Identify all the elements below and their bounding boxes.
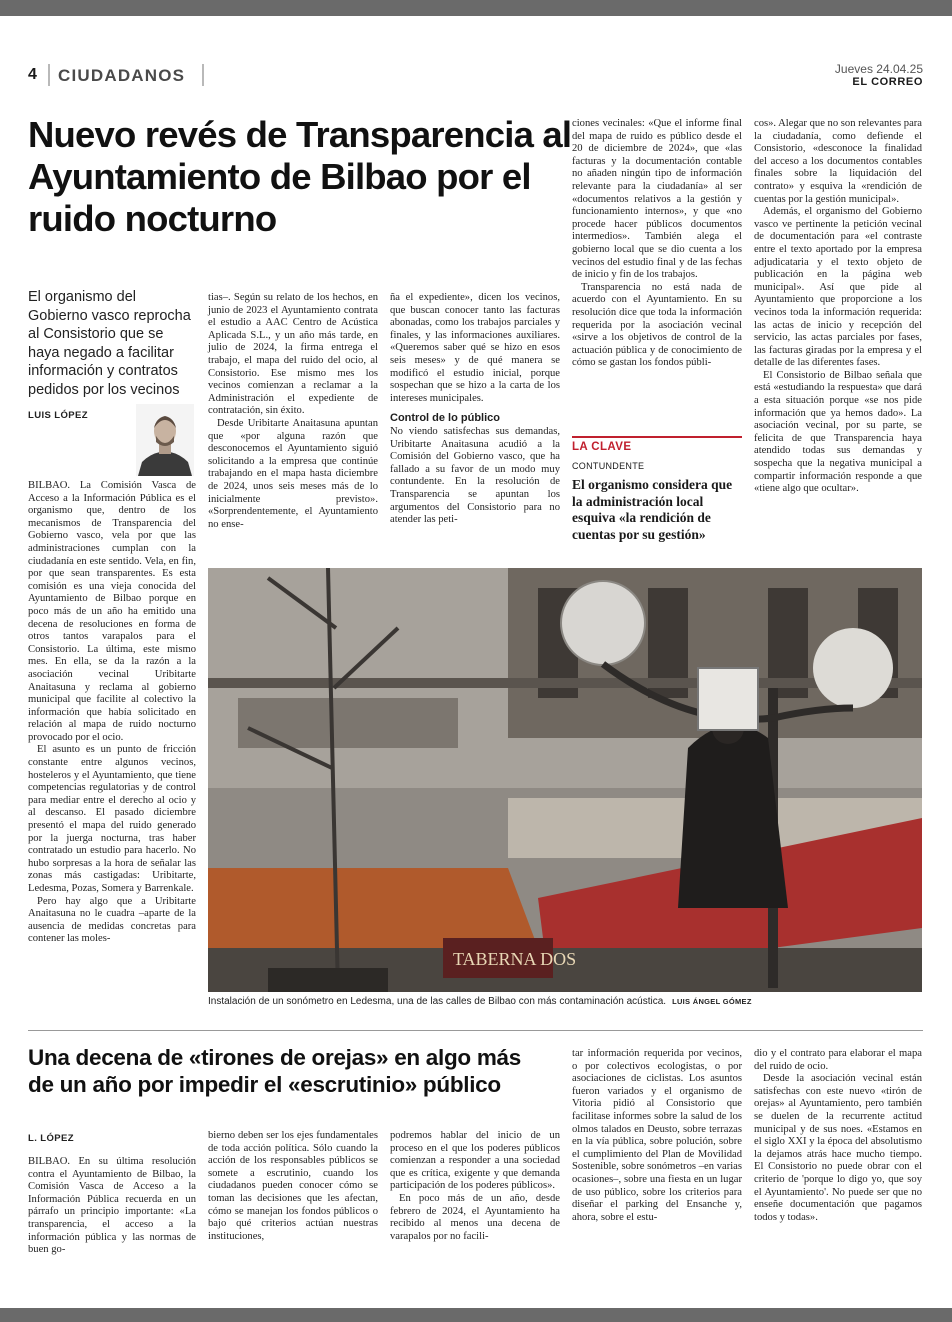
paragraph: No viendo satisfechas sus demandas, Uribitarte Anaitasuna acudió a la Comisión del Gobierno vasco, que ha fallado a su favor de un modo muy contundente. En la resolución de Transparencia se apuntan los argumentos del Consistorio para no atender las peti- (390, 425, 560, 526)
key-point-box (572, 436, 742, 543)
paragraph: podremos hablar del inicio de un proceso en el que los poderes públicos comienzan a responder a una sociedad que es crítica, exigente y que demanda participación de los poderes públicos». (390, 1130, 560, 1192)
article2-column-5 (754, 1048, 922, 1224)
newspaper-name: EL CORREO (852, 76, 923, 88)
section-name: CIUDADANOS (58, 66, 186, 85)
page-header (28, 62, 923, 92)
paragraph: cos». Alegar que no son relevantes para la ciudadanía, como defiende el Consistorio, «desconoce la finalidad del acceso a los documentos contables finales sobre la liquidación del contrato» y esquiva la «rendición de cuentas por la gestión municipal». (754, 118, 922, 205)
article2-column-4 (572, 1048, 742, 1224)
caption-text: Instalación de un sonómetro en Ledesma, una de las calles de Bilbao con más contaminación acústica. (208, 996, 667, 1007)
article-column-3 (390, 292, 560, 527)
paragraph: Pero hay algo que a Uribitarte Anaitasuna no le cuadra –aparte de la ausencia de medidas concretas para contener las moles- (28, 895, 196, 945)
news-photo (208, 568, 922, 992)
article-column-1 (28, 480, 196, 946)
key-point-label: LA CLAVE (572, 441, 632, 453)
article-column-4 (572, 118, 742, 370)
paragraph: ciones vecinales: «Que el informe final del mapa de ruido es público desde el 20 de diciembre de 2024», que «las facturas y la documentación contable no añaden ningún tipo de información relevante para la ciudadanía» al ser «documentos relativos a la gestión y funcionamiento internos», y que «no procede hacer públicos documentos intermedios». También alega el gobierno local que se dio cuenta a los vecinos del estudio final y de las fechas de inicio y fin de los trabajos. (572, 118, 742, 281)
paragraph: Desde Uribitarte Anaitasuna apuntan que «por alguna razón que desconocemos el Ayuntamiento siguió solicitando a la empresa que continúe trabajando en el mapa hasta diciembre de 2024, unos seis meses más de lo inicialmente previsto». «Sorprendentemente, el Ayuntamiento no ense- (208, 417, 378, 530)
article2-column-1 (28, 1156, 196, 1257)
bottom-border (0, 1308, 952, 1322)
paragraph: En poco más de un año, desde febrero de 2024, el Ayuntamiento ha recibido al menos una decena de varapalos por no facili- (390, 1192, 560, 1242)
paragraph: bierno deben ser los ejes fundamentales de toda acción política. Sólo cuando la acción de los responsables públicos se somete a escrutinio, cuando los ciudadanos pueden conocer cómo se toman las decisiones que les afectan, cómo se manejan los fondos públicos o bajo qué criterios actúan nuestras instituciones, (208, 1130, 378, 1242)
byline: L. LÓPEZ (28, 1133, 74, 1144)
section-rule (28, 1030, 923, 1031)
paragraph: Además, el organismo del Gobierno vasco ve pertinente la petición vecinal de documentación para «el contraste entre el texto aportado por la empresa adjudicataria y el texto objeto de publicación en la página web municipal». Así que pide al Ayuntamiento que proporcione a los vecinos toda la información requerida: las actas de inicio y recepción del servicio, las actas parciales por fases, las facturas giradas por la empresa y el detalle de las diferentes fases. (754, 206, 922, 369)
paragraph: El Consistorio de Bilbao señala que está «estudiando la respuesta» que dará a esta situación porque «se nos pide información que ya hemos dado». La asociación vecinal, por su parte, se felicita de que Transparencia haya atendido todas sus demandas y sospecha que la negativa municipal a compartir información responde a que «tiene algo que ocultar». (754, 369, 922, 495)
paragraph: El asunto es un punto de fricción constante entre algunos vecinos, hosteleros y el Ayuntamiento, que tiene competencias regulatorias y de control para mediar entre el derecho al ocio y al descanso. El pasado diciembre presentó el mapa del ruido generado por la juerga nocturna, tras haber contratado un estudio para hacerlo. No hubo sorpresas a la hora de señalar las zonas más castigadas: Uribitarte, Ledesma, Pozas, Somera y Barrenkale. (28, 744, 196, 894)
paragraph: BILBAO. La Comisión Vasca de Acceso a la Información Pública es el organismo que, dentro de los mecanismos de Transparencia del Gobierno vasco, vela por que las administraciones cumplan con la ciudadanía en este sentido. Vela, en fin, por que sean transparentes. Es esta comisión es una vieja conocida del Ayuntamiento de Bilbao porque en poco más de un año ha emitido una decena de resoluciones en forma de otros tantos varapalos para el Consistorio. La última, este mismo mes. En ella, se da la razón a la asociación vecinal Uribitarte Anaitasuna y reclama al gobierno municipal que facilite al colectivo la información que había solicitado en relación al mapa de ruido nocturno provocado por el ocio. (28, 480, 196, 743)
paragraph: BILBAO. En su última resolución contra el Ayuntamiento de Bilbao, la Comisión Vasca de Acceso a la Información Pública recuerda en un párrafo un principio importante: «La transparencia, el acceso a la información pública y las normas de buen go- (28, 1156, 196, 1256)
paragraph: dio y el contrato para elaborar el mapa del ruido de ocio. (754, 1048, 922, 1072)
byline: LUIS LÓPEZ (28, 410, 88, 421)
awning-sign: TABERNA DOS (453, 949, 577, 969)
paragraph: tias–. Según su relato de los hechos, en junio de 2023 el Ayuntamiento contrata el estudio a AAC Centro de Acústica Aplicada S.L., y un año más tarde, en julio de 2024, la firma entrega el trabajo, el mapa del ruido del ocio, al Consistorio. Ese mismo mes los vecinos comienzan a reclamar a la Administración el expediente de contratación, sin éxito. (208, 292, 378, 417)
article-column-5 (754, 118, 922, 496)
subheading: Control de lo público (390, 412, 500, 425)
section-divider (48, 64, 50, 86)
article-column-2 (208, 292, 378, 531)
paragraph: tar información requerida por vecinos, o por colectivos ecologistas, o por asociaciones de ciclistas. Los asuntos fueron variados y el organismo de Vitoria pidió al Consistorio que facilitase informes sobre la salud de los olmos talados en Deusto, sobre terrazas en la vía pública, sobre polución, sobre el cumplimiento del Plan de Movilidad Sostenible, sobre sonómetros –en varias ocasiones–, sobre una fiesta en un lugar de uso público, sobre los criterios para diseñar el parking del Ensanche y, ahora, sobre el estu- (572, 1048, 742, 1223)
photo-credit: LUIS ÁNGEL GÓMEZ (672, 997, 752, 1006)
key-point-text: El organismo considera que la administración local esquiva «la rendición de cuentas por su gestión» (572, 477, 733, 542)
key-point-rule (572, 436, 742, 438)
article2-column-2 (208, 1130, 378, 1243)
issue-date: Jueves 24.04.25 (834, 62, 923, 76)
section-divider (202, 64, 204, 86)
page-number: 4 (28, 66, 37, 83)
key-point-kicker: CONTUNDENTE (572, 461, 645, 471)
photo-caption (208, 996, 922, 1007)
main-headline: Nuevo revés de Transparencia al Ayuntamiento de Bilbao por el ruido nocturno (28, 114, 572, 239)
paragraph: Desde la asociación vecinal están satisfechas con este nuevo «tirón de orejas» al Ayuntamiento, pero también se duelen de la recurrente actitud municipal y de sus noes. «Estamos en el siglo XXI y la época del absolutismo la dejamos atrás hace mucho tiempo. El Consistorio no puede obrar con el criterio de 'porque lo digo yo, que soy el Ayuntamiento'. No puede ser que no enseñe documentación que pagamos todos y todas». (754, 1073, 922, 1223)
article-deck: El organismo del Gobierno vasco reprocha al Consistorio que se haya negado a facilitar información y contratos pedidos por los vecinos (28, 289, 191, 398)
author-portrait (136, 404, 194, 476)
paragraph: ña el expediente», dicen los vecinos, que buscan conocer tanto las facturas abonadas, como los trabajos parciales y finales, y las informaciones auxiliares. «Queremos saber qué se hizo en esos seis meses» y de qué manera se modificó el estudio inicial, porque sospechan que se hizo a la carta de los intereses municipales. (390, 292, 560, 404)
secondary-headline: Una decena de «tirones de orejas» en algo más de un año por impedir el «escrutinio» público (28, 1045, 521, 1097)
article2-column-3 (390, 1130, 560, 1243)
paragraph: Transparencia no está nada de acuerdo con el Ayuntamiento. En su resolución dice que toda la información requerida por la asociación vecinal «sirve a los objetivos de control de la actuación pública y de conocimiento de cómo se gastan los fondos públi- (572, 281, 742, 369)
top-border (0, 0, 952, 16)
